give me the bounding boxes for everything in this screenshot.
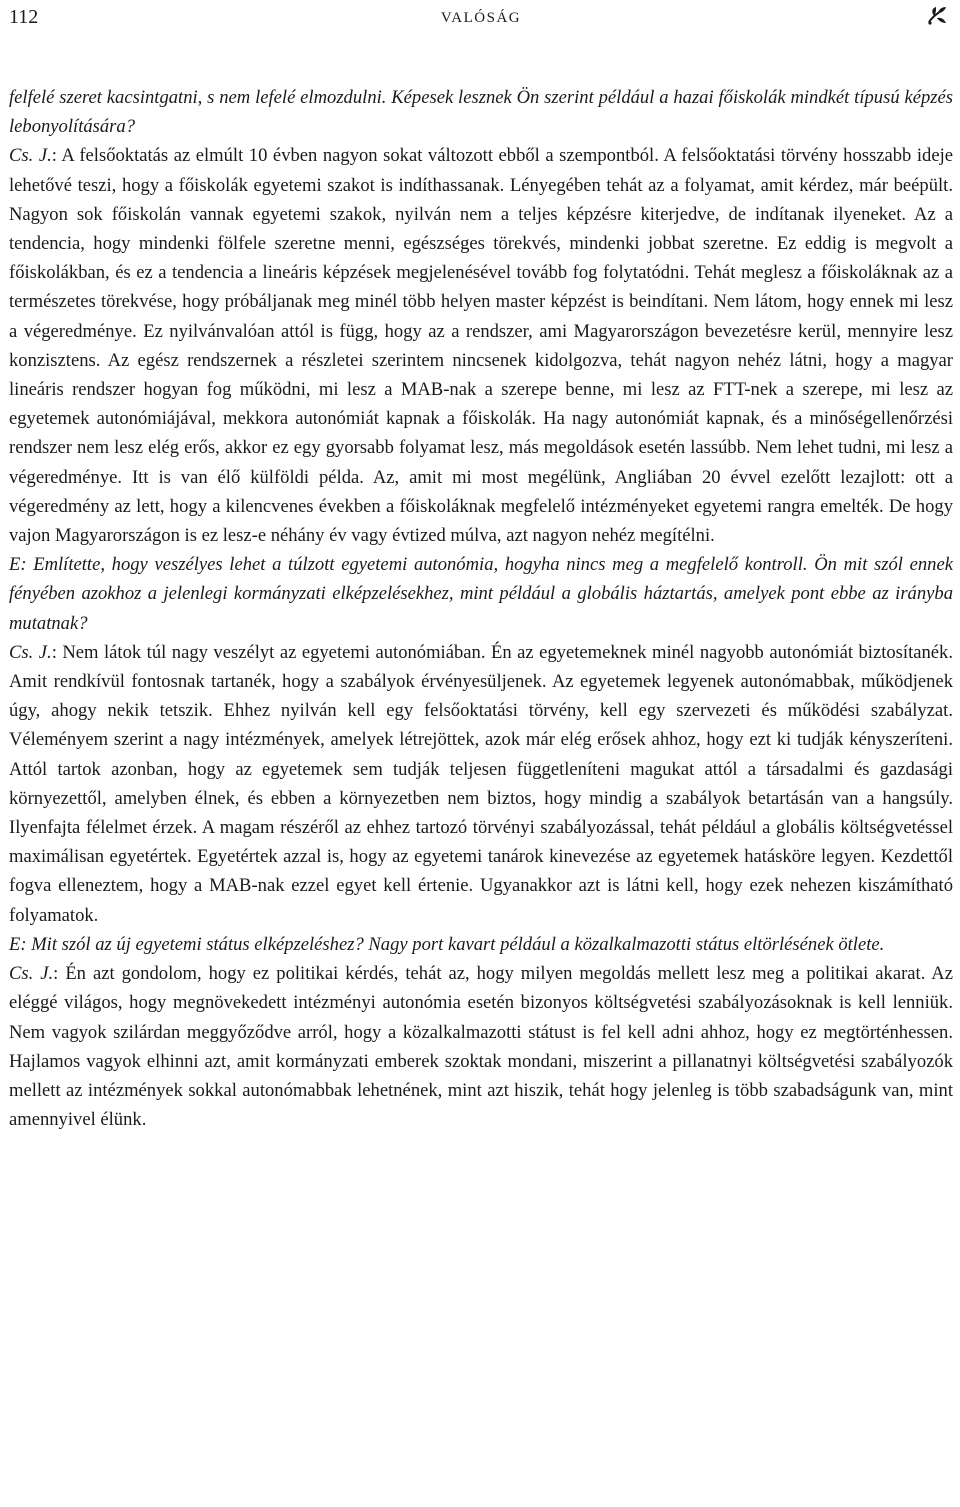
running-title: VALÓSÁG: [440, 10, 522, 26]
page-number: 112: [9, 6, 39, 28]
document-page: [9, 0, 953, 1131]
answer-paragraph-3: [9, 959, 953, 1134]
interviewer-question-1: felfelé szeret kacsintgatni, s nem lefelé elmozdulni. Képesek lesznek Ön szerint például a hazai főiskolák mindkét típusú képzés lebonyolítására?: [9, 87, 953, 138]
article-body: [9, 83, 953, 1134]
interviewer-question-3: E: Mit szól az új egyetemi státus elképzeléshez? Nagy port kavart például a közalkalmazotti státus eltörlésének ötlete.: [9, 933, 885, 955]
answer-text: : Nem látok túl nagy veszélyt az egyetemi autonómiában. Én az egyetemeknek minél nagyobb autonómiát biztosítanék. Amit rendkívül fontosnak tartanék, hogy a szabályok érvényesüljenek. Az egyetemek legyenek autonómabbak, működjenek úgy, ahogy nekik tetszik. Ehhez nyilván kell egy felsőoktatási törvény, kell egy szervezeti és működési szabályzat. Véleményem szerint a nagy intézmények, amelyek létrejöttek, azok már elég erősek ahhoz, hogy ezt ki tudják kényszeríteni. Attól tartok azonban, hogy az egyetemek sem tudják teljesen függetleníteni magukat attól a társadalmi és gazdasági környezettől, amelyben élnek, és ebben a környezetben nem biztos, hogy mindig a szabályok betartásán van a hangsúly. Ilyenfajta félelmet érzek. A magam részéről az ehhez tartozó törvényi szabályozással, tehát például a globális költségvetéssel maximálisan egyetértek. Egyetértek azzal is, hogy az egyetemi tanárok kinevezése az egyetemek hatásköre legyen. Kezdettől fogva elleneztem, hogy a MAB-nak ezzel egyet kell értenie. Ugyanakkor azt is látni kell, hogy ezek nehezen kiszámítható folyamatok.: [9, 641, 953, 926]
answer-text: : Én azt gondolom, hogy ez politikai kérdés, tehát az, hogy milyen megoldás mellett lesz meg a politikai akarat. Az eléggé világos, hogy megnövekedett intézményi autonómia esetén bizonyos költségvetési szabályozásoknak is kell lenniük. Nem vagyok szilárdan meggyőződve arról, hogy a közalkalmazotti státust is fel kell adni ahhoz, hogy ez megtörténhessen. Hajlamos vagyok elhinni azt, amit kormányzati emberek szoktak mondani, miszerint a pillanatnyi költségvetési szabályozók mellett az intézmények sokkal autonómabbak lehetnének, mint azt hiszik, tehát hogy jelenleg is több szabadságunk van, mint amennyivel élünk.: [9, 963, 953, 1131]
speaker-label: Cs. J.: [9, 641, 52, 663]
floral-ornament-icon: [925, 2, 951, 28]
answer-text: : A felsőoktatás az elmúlt 10 évben nagyon sokat változott ebből a szempontból. A felsőoktatási törvény hosszabb ideje lehetővé teszi, hogy a főiskolák egyetemi szakot is indíthassanak. Lényegében tehát az a folyamat, amit kérdez, már beépült. Nagyon sok főiskolán vannak egyetemi szakok, nyilván nem a teljes képzésre kiterjedve, de indítanak ilyeneket. Az a tendencia, hogy mindenki fölfele szeretne menni, egészséges törekvés, mindenki jobbat szeretne. Ez eddig is megvolt a főiskolákban, és ez a tendencia a lineáris képzések megjelenésével tovább fog folytatódni. Tehát meglesz a főiskoláknak az a természetes törekvése, hogy próbáljanak meg minél több helyen master képzést is beindítani. Nem látom, hogy ennek mi lesz a végeredménye. Ez nyilvánvalóan attól is függ, hogy az a rendszer, ami Magyarországon bevezetésre kerül, mennyire lesz konzisztens. Az egész rendszernek a részletei szerintem nincsenek kidolgozva, tehát nagyon nehéz látni, hogy a magyar lineáris rendszer hogyan fog működni, mi lesz a MAB-nak a szerepe benne, mi lesz az FTT-nek a szerepe, mi lesz az egyetemek autonómiájával, mekkora autonómiát kapnak a főiskolák. Ha nagy autonómiát kapnak, és a minőségellenőrzési rendszer nem lesz elég erős, akkor ez egy gyorsabb folyamat lesz, más megoldások esetén lassúbb. Nem lehet tudni, mi lesz a végeredménye. Itt is van élő külföldi példa. Az, amit mi most megélünk, Angliában 20 évvel ezelőtt lezajlott: ott a végeredmény az lett, hogy a kilencvenes években a főiskoláknak megfelelő intézményeket egyetemi rangra emelték. De hogy vajon Magyarországon is ez lesz-e néhány év vagy évtized múlva, azt nagyon nehéz megítélni.: [9, 145, 953, 547]
speaker-label: Cs. J.: [9, 145, 52, 167]
answer-paragraph-2: [9, 638, 953, 930]
interviewer-question-2: E: Említette, hogy veszélyes lehet a túlzott egyetemi autonómia, hogyha nincs meg a megfelelő kontroll. Ön mit szól ennek fényében azokhoz a jelenlegi kormányzati elképzelésekhez, mint például a globális háztartás, amelyek pont ebbe az irányba mutatnak?: [9, 554, 953, 634]
page-header: [9, 0, 953, 40]
speaker-label: Cs. J.: [9, 963, 54, 985]
answer-paragraph-1: [9, 141, 953, 550]
